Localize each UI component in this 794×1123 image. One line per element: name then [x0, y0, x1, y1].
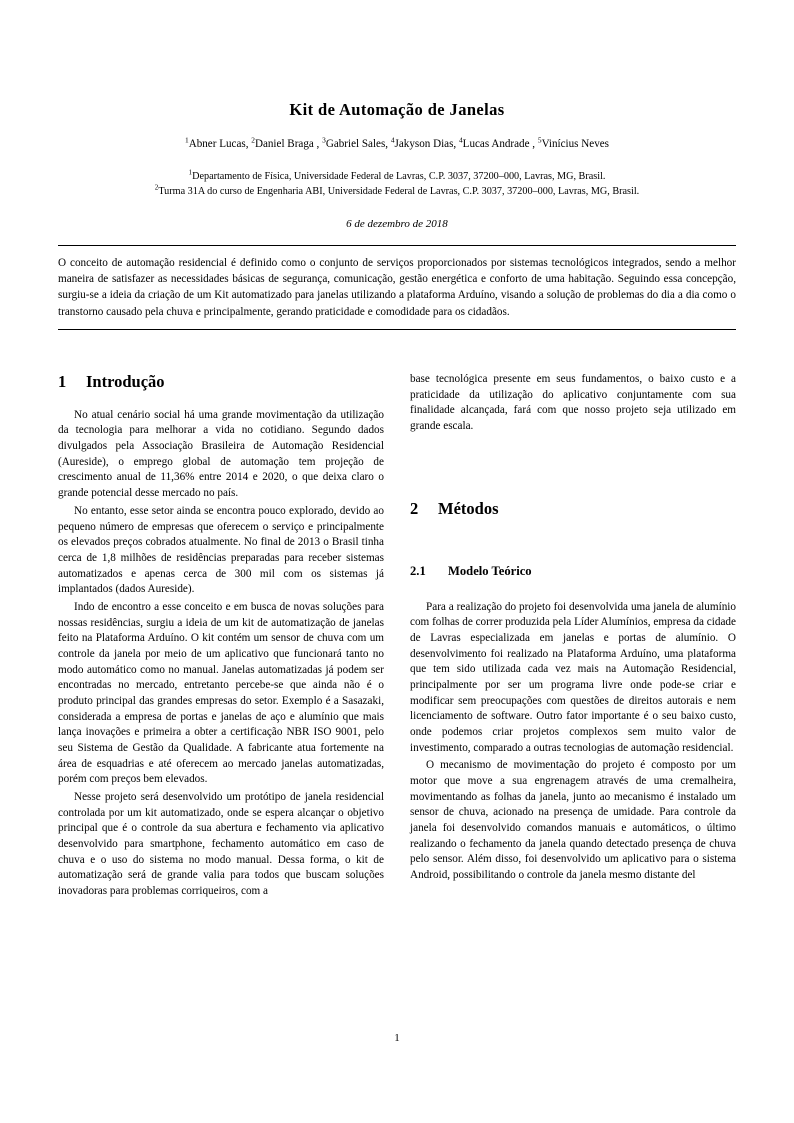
subsection-heading-modelo-teorico [410, 564, 736, 579]
paragraph-continuation: base tecnológica presente em seus fundamentos, o baixo custo e a praticidade da utilização do aplicativo conjuntamente com sua finalidade alcançada, fará com que nosso projeto seja utilizado em grande escala. [410, 373, 736, 433]
paragraph: No entanto, esse setor ainda se encontra pouco explorado, devido ao pequeno número de empresas que oferecem o serviço e principalmente os elevados preços cobrados atualmente. No final de 2013 o Brasil tinha cerca de 1,8 milhões de residências preparadas para receber sistemas automatizados e apenas cerca de 300 mil com os sistemas já implantados (dados Aureside). [58, 504, 384, 596]
abstract-text: O conceito de automação residencial é definido como o conjunto de serviços proporcionados por sistemas tecnológicos integrados, sendo a melhor maneira de satisfazer as necessidades básicas de segurança, comunicação, gestão energética e conforto de uma habitação. Seguindo essa concepção, surgiu-se a ideia da criação de um Kit automatizado para janelas utilizando a plataforma Arduíno, visando a solução de problemas do dia a dia como o transtorno causado pela chuva e principalmente, gerando praticidade e comodidade para os cidadãos. [58, 257, 736, 318]
paragraph: O mecanismo de movimentação do projeto é composto por um motor que move a sua engrenagem através de uma cremalheira, movimentando as folhas da janela, junto ao mecanismo é instalado um sensor de chuva, acionado na presença de umidade. Para controle da janela foi desenvolvido comandos manuais e automáticos, o último realizando o fechamento da janela quando detectado presença de chuva pelo sensor. Além disso, foi desenvolvido um aplicativo para o sistema Android, possibilitando o controle da janela mesmo distante del [410, 759, 736, 882]
author-entry [458, 134, 536, 150]
author-name: Abner Lucas, [188, 137, 249, 150]
author-entry [390, 134, 457, 150]
section-number: 2 [410, 498, 419, 518]
author-entry [185, 134, 249, 150]
section-spacer [410, 534, 736, 564]
abstract-block [58, 245, 736, 330]
author-entry [537, 134, 609, 150]
subsection-spacer [410, 588, 736, 600]
section-heading-introducao [58, 372, 384, 392]
section-title: Métodos [438, 498, 499, 518]
paragraph: No atual cenário social há uma grande movimentação da utilização da tecnologia para melhorar a vida no cotidiano. Segundo dados divulgados pela Associação Brasileira de Automação Residencial (Aureside), o emprego global de automação tem projeção de crescimento anual de 11,36% entre 2014 e 2020, o que deixa claro o grande potencial desse mercado no país. [58, 408, 384, 500]
page-title: Kit de Automação de Janelas [289, 100, 505, 119]
author-name: Lucas Andrade , [462, 137, 536, 150]
paragraph: Para a realização do projeto foi desenvolvida uma janela de alumínio com folhas de correr produzida pela Líder Alumínios, empresa da cidade de Lavras especializada em janelas e portas de alumínio. O desenvolvimento foi realizado na Plataforma Arduíno, uma plataforma que tem sido utilizada cada vez mais na Automação Residencial, principalmente por ser um programa livre onde pode-se criar e modificar sem preocupações com questões de direitos autorais e nem licenciamento de software. Outro fator importante é o seu baixo custo, onde podemos criar projetos complexos sem muito valor de investimento, comparado a outras tecnologias de automação residencial. [410, 600, 736, 754]
section-heading-metodos [410, 499, 736, 519]
author-affiliation-marker: 3 [322, 134, 326, 144]
subsection-title: Modelo Teórico [448, 564, 532, 579]
body-columns [58, 372, 736, 1022]
author-affiliation-marker: 4 [458, 134, 463, 144]
affiliation-item [58, 184, 736, 199]
column-spacer [410, 437, 736, 499]
author-affiliation-marker: 4 [390, 134, 395, 144]
author-list [58, 134, 736, 152]
affiliation-item [58, 169, 736, 184]
title-block [58, 100, 736, 230]
author-affiliation-marker: 2 [251, 134, 255, 144]
subsection-number: 2.1 [410, 564, 426, 579]
abstract-bottom-rule [58, 329, 736, 330]
author-name: Vinícius Neves [541, 137, 609, 150]
page-number: 1 [394, 1032, 400, 1044]
author-entry [251, 134, 320, 150]
paragraph: Nesse projeto será desenvolvido um protótipo de janela residencial controlada por um kit automatizado, onde se espera alcançar o objetivo principal que é o controle da sua abertura e fechamento via aplicativo desenvolvido para smartphone, fechamento automático em caso de chuva e o uso do sistema no modo manual. Dessa forma, o kit de automatização será de grande valia para todos que buscam soluções inovadoras para problemas corriqueiros, com a [58, 790, 384, 897]
author-name: Daniel Braga , [254, 137, 320, 150]
publication-date: 6 de dezembro de 2018 [346, 217, 448, 230]
author-entry [322, 134, 389, 150]
section-number: 1 [58, 372, 67, 391]
abstract-top-rule [58, 245, 736, 246]
right-column [410, 372, 736, 1022]
affiliation-marker: 1 [188, 168, 193, 177]
author-affiliation-marker: 1 [185, 134, 189, 144]
affiliation-text: Turma 31A do curso de Engenharia ABI, Universidade Federal de Lavras, C.P. 3037, 37200–000, Lavras, MG, Brasil. [158, 185, 640, 197]
affiliation-list [58, 169, 736, 199]
affiliation-text: Departamento de Física, Universidade Federal de Lavras, C.P. 3037, 37200–000, Lavras, MG, Brasil. [192, 170, 606, 182]
paragraph: Indo de encontro a esse conceito e em busca de novas soluções para nossas residências, surgiu a ideia de um kit de automatização de janelas feito na Plataforma Arduíno. O kit contém um sensor de chuva com um controle da janela por meio de um aplicativo que funcionará tanto no modo automático como no manual. Janelas automatizadas já podem ser encontradas no mercado, entretanto percebe-se que ainda não é o produto principal das grandes empresas do setor. Exemplo é a Sasazaki, considerada a empresa de portas e janelas de aço e alumínio que mais lança inovações e primeira a obter a certificação NBR ISO 9001, pelo seu Sistema de Gestão da Qualidade. A fabricante atua fortemente na área de esquadrias e até oferecem ao mercado janelas automatizadas, porém com preços bem elevados. [58, 600, 384, 786]
affiliation-marker: 2 [154, 183, 159, 192]
author-name: Jakyson Dias, [394, 137, 457, 150]
author-affiliation-marker: 5 [537, 134, 542, 144]
section-title: Introdução [86, 372, 165, 391]
author-name: Gabriel Sales, [325, 137, 389, 150]
left-column [58, 372, 384, 1022]
